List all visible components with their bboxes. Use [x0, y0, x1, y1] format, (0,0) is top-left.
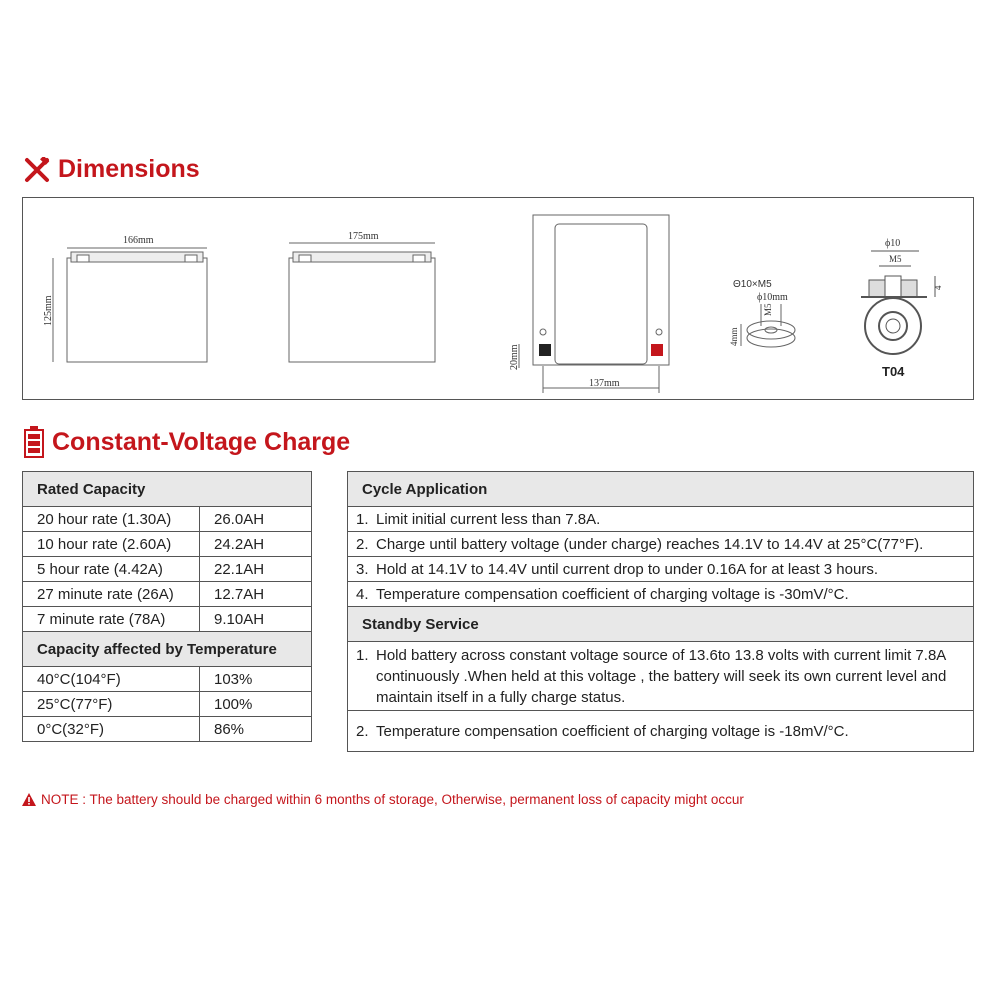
terminal-spec: Θ10×M5 — [733, 279, 772, 290]
terminal-depth: 4mm — [729, 327, 739, 346]
dim-height: 125mm — [43, 295, 54, 326]
capacity-label: 5 hour rate (4.42A) — [23, 557, 200, 582]
dimensions-heading — [24, 155, 200, 184]
dimensions-title: Dimensions — [58, 155, 200, 183]
t04-drawing — [861, 251, 935, 354]
t04-height: 4 — [933, 285, 943, 290]
capacity-value: 9.10AH — [200, 607, 312, 632]
t04-name: T04 — [882, 364, 905, 379]
positive-terminal — [651, 344, 663, 356]
table-row — [23, 607, 312, 632]
terminal-thread: M5 — [763, 303, 773, 316]
capacity-label: 20 hour rate (1.30A) — [23, 507, 200, 532]
item-number: 1. — [356, 646, 369, 664]
table-row — [348, 711, 974, 752]
dim-terminal-height: 20mm — [509, 344, 520, 370]
dimensions-drawing — [22, 197, 974, 400]
temperature-header: Capacity affected by Temperature — [23, 632, 312, 667]
cycle-application-header: Cycle Application — [348, 472, 974, 507]
temperature-value: 100% — [200, 692, 312, 717]
temperature-label: 0°C(32°F) — [23, 717, 200, 742]
capacity-value: 22.1AH — [200, 557, 312, 582]
item-number: 2. — [356, 722, 369, 740]
terminal-diameter: ϕ10mm — [757, 292, 788, 303]
table-row — [23, 692, 312, 717]
t04-thread: M5 — [889, 254, 902, 264]
capacity-value: 24.2AH — [200, 532, 312, 557]
item-text: Limit initial current less than 7.8A. — [376, 510, 601, 528]
side-view-drawing — [289, 243, 435, 362]
table-row — [23, 667, 312, 692]
item-text: Hold battery across constant voltage source of 13.6to 13.8 volts with current limit 7.8A continuously .When held at this voltage , the battery will seek its own current level and maintain itself in a fully charge status. — [376, 646, 947, 706]
table-row — [348, 642, 974, 711]
item-number: 3. — [356, 560, 369, 578]
temperature-value: 103% — [200, 667, 312, 692]
warning-icon — [22, 793, 36, 806]
item-text: Hold at 14.1V to 14.4V until current drop to under 0.16A for at least 3 hours. — [376, 560, 878, 578]
charge-title: Constant-Voltage Charge — [52, 427, 351, 456]
dim-terminal-spacing: 137mm — [589, 378, 620, 389]
table-row — [23, 582, 312, 607]
table-row — [348, 582, 974, 607]
note-text: NOTE : The battery should be charged within 6 months of storage, Otherwise, permanent loss of capacity might occur — [41, 792, 744, 807]
t04-diameter: ϕ10 — [885, 238, 901, 249]
table-row — [23, 532, 312, 557]
item-text: Temperature compensation coefficient of charging voltage is -30mV/°C. — [376, 585, 849, 603]
rated-capacity-header: Rated Capacity — [23, 472, 312, 507]
top-view-drawing — [519, 215, 669, 393]
item-number: 1. — [356, 510, 369, 528]
front-view-drawing — [53, 248, 207, 362]
battery-icon — [24, 426, 44, 458]
table-row — [348, 532, 974, 557]
item-number: 2. — [356, 535, 369, 553]
tools-icon — [24, 157, 50, 183]
charge-heading — [24, 426, 350, 458]
dim-width-front: 166mm — [123, 235, 154, 246]
capacity-label: 10 hour rate (2.60A) — [23, 532, 200, 557]
application-table — [347, 471, 974, 752]
capacity-label: 7 minute rate (78A) — [23, 607, 200, 632]
table-row — [23, 717, 312, 742]
standby-service-header: Standby Service — [348, 607, 974, 642]
item-text: Temperature compensation coefficient of charging voltage is -18mV/°C. — [376, 722, 849, 740]
capacity-value: 26.0AH — [200, 507, 312, 532]
table-row — [23, 557, 312, 582]
item-text: Charge until battery voltage (under charge) reaches 14.1V to 14.4V at 25°C(77°F). — [376, 535, 924, 553]
negative-terminal — [539, 344, 551, 356]
storage-note — [22, 792, 744, 807]
temperature-label: 40°C(104°F) — [23, 667, 200, 692]
capacity-value: 12.7AH — [200, 582, 312, 607]
table-row — [348, 507, 974, 532]
dim-width-side: 175mm — [348, 231, 379, 242]
capacity-label: 27 minute rate (26A) — [23, 582, 200, 607]
temperature-value: 86% — [200, 717, 312, 742]
table-row — [348, 557, 974, 582]
temperature-label: 25°C(77°F) — [23, 692, 200, 717]
table-row — [23, 507, 312, 532]
capacity-table — [22, 471, 312, 742]
item-number: 4. — [356, 585, 369, 603]
